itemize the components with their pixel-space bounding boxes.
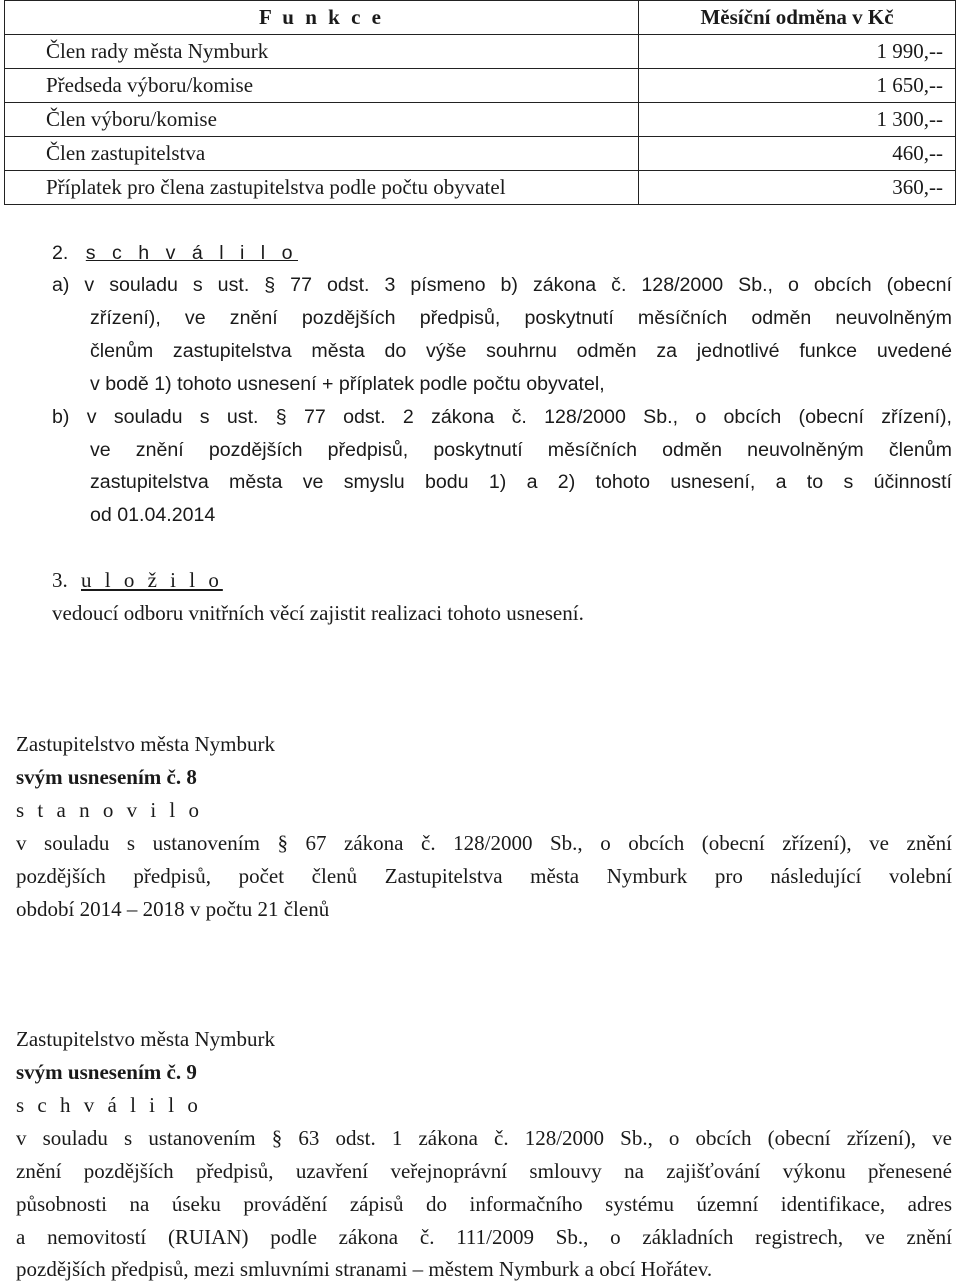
row-function: Člen výboru/komise	[5, 103, 639, 137]
resolution8-line-3: období 2014 – 2018 v počtu 21 členů	[16, 897, 330, 921]
table-row	[5, 137, 956, 171]
row-function: Příplatek pro člena zastupitelstva podle počtu obyvatel	[5, 171, 639, 205]
section3-text: vedoucí odboru vnitřních věcí zajistit realizaci tohoto usnesení.	[52, 601, 584, 625]
section2-a-line-4: v bodě 1) tohoto usnesení + příplatek podle počtu obyvatel,	[90, 373, 605, 395]
section3-heading	[52, 567, 223, 593]
table-row	[5, 103, 956, 137]
section2-b-line-3: zastupitelstva města ve smyslu bodu 1) a 2) tohoto usnesení, a to s účinností	[90, 471, 952, 493]
section2-b-line-1: b) v souladu s ust. § 77 odst. 2 zákona č. 128/2000 Sb., o obcích (obecní zřízení),	[52, 406, 952, 428]
section2-a-line-1: a) v souladu s ust. § 77 odst. 3 písmeno b) zákona č. 128/2000 Sb., o obcích (obecní	[52, 274, 952, 296]
row-function: Člen rady města Nymburk	[5, 35, 639, 69]
table-row	[5, 35, 956, 69]
resolution8-line-1: v souladu s ustanovením § 67 zákona č. 128/2000 Sb., o obcích (obecní zřízení), ve znění	[16, 831, 952, 855]
resolution9-line-4: a nemovitostí (RUIAN) podle zákona č. 111/2009 Sb., o základních registrech, ve znění	[16, 1225, 952, 1249]
row-function: Předseda výboru/komise	[5, 69, 639, 103]
row-amount: 360,--	[639, 171, 956, 205]
row-amount: 1 300,--	[639, 103, 956, 137]
table-header-row	[5, 1, 956, 35]
header-function: F u n k c e	[5, 1, 639, 35]
table-row	[5, 69, 956, 103]
resolution8-body: Zastupitelstvo města Nymburk	[16, 732, 275, 756]
resolution9-line-2: znění pozdějších předpisů, uzavření veřejnoprávní smlouvy na zajišťování výkonu přenesené	[16, 1159, 952, 1183]
section2-a-line-2: zřízení), ve znění pozdějších předpisů, poskytnutí měsíčních odměn neuvolněným	[90, 307, 952, 329]
row-function: Člen zastupitelstva	[5, 137, 639, 171]
section2-verb: s c h v á l i l o	[85, 242, 298, 264]
section2-b-line-4: od 01.04.2014	[90, 504, 216, 526]
row-amount: 460,--	[639, 137, 956, 171]
resolution8-verb: s t a n o v i l o	[16, 798, 203, 822]
resolution9-number: svým usnesením č. 9	[16, 1060, 197, 1084]
resolution9-verb: s c h v á l i l o	[16, 1093, 202, 1117]
section2-b-line-2: ve znění pozdějších předpisů, poskytnutí měsíčních odměn neuvolněným členům	[90, 439, 952, 461]
resolution8-number: svým usnesením č. 8	[16, 765, 197, 789]
section2-a-line-3: členům zastupitelstva města do výše souhrnu odměn za jednotlivé funkce uvedené	[90, 340, 952, 362]
header-amount: Měsíční odměna v Kč	[639, 1, 956, 35]
section2-heading	[52, 240, 298, 266]
resolution9-line-3: působnosti na úseku provádění zápisů do informačního systému územní identifikace, adres	[16, 1192, 952, 1216]
row-amount: 1 990,--	[639, 35, 956, 69]
table-row	[5, 171, 956, 205]
resolution8-line-2: pozdějších předpisů, počet členů Zastupitelstva města Nymburk pro následující volební	[16, 864, 952, 888]
row-amount: 1 650,--	[639, 69, 956, 103]
section3-number: 3.	[52, 568, 68, 592]
section2-number: 2.	[52, 242, 69, 264]
remuneration-table	[4, 0, 956, 205]
resolution9-line-5: pozdějších předpisů, mezi smluvními stranami – městem Nymburk a obcí Hořátev.	[16, 1257, 713, 1281]
resolution9-body: Zastupitelstvo města Nymburk	[16, 1027, 275, 1051]
resolution9-line-1: v souladu s ustanovením § 63 odst. 1 zákona č. 128/2000 Sb., o obcích (obecní zřízení), ve	[16, 1126, 952, 1150]
section3-verb: u l o ž i l o	[81, 568, 223, 592]
